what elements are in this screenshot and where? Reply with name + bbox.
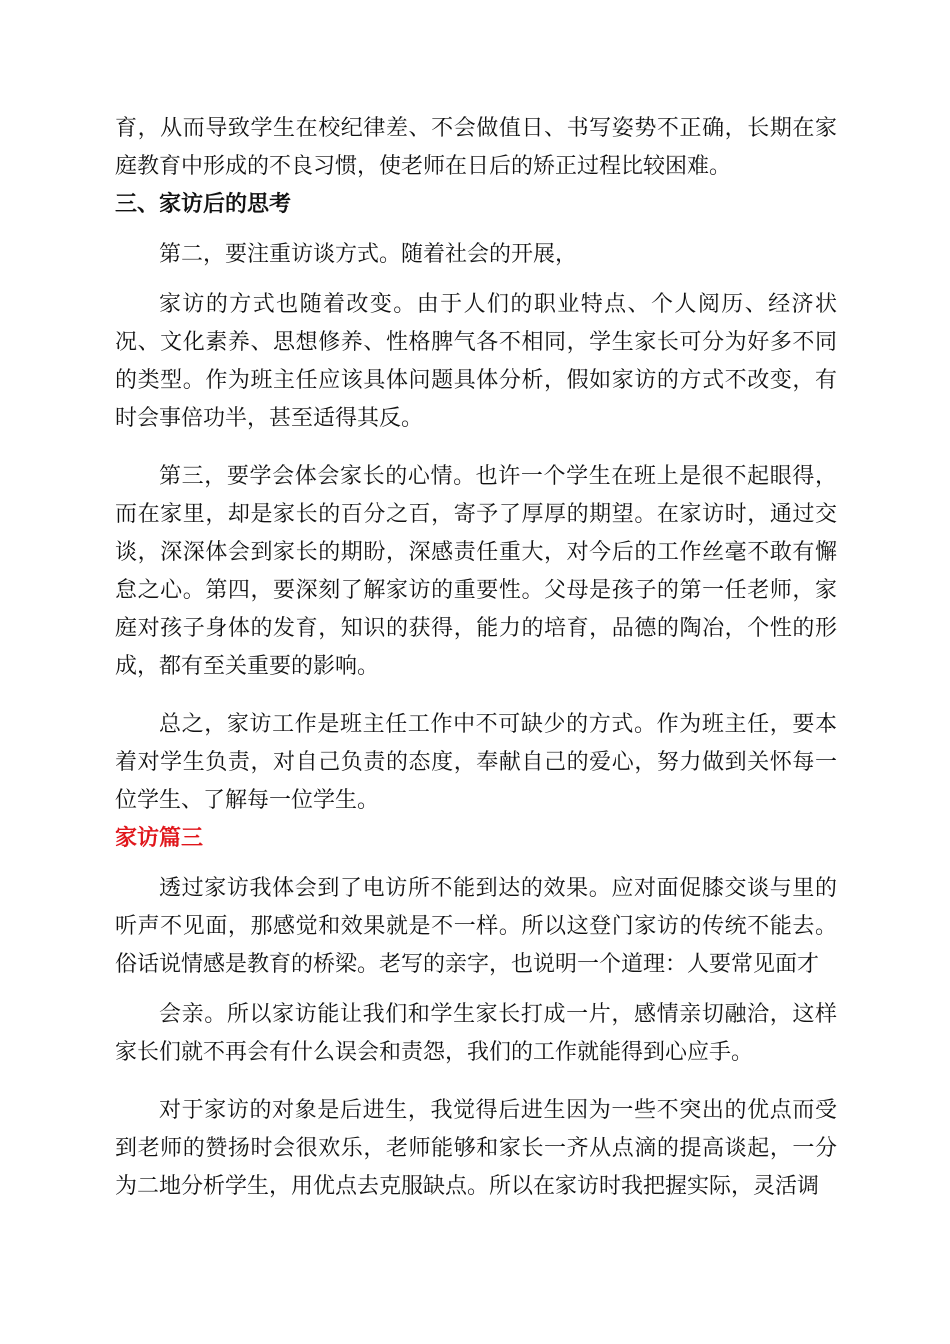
- paragraph-third-point: 第三，要学会体会家长的心情。也许一个学生在班上是很不起眼得，而在家里，却是家长的百分之百，寄予了厚厚的期望。在家访时，通过交谈，深深体会到家长的期盼，深感责任重大，对今后的工作丝毫不敢有懈怠之心。第四，要深刻了解家访的重要性。父母是孩子的第一任老师，家庭对孩子身体的发育，知识的获得，能力的培育，品德的陶冶，个性的形成，都有至关重要的影响。: [115, 464, 837, 679]
- paragraph-visit-effect: 透过家访我体会到了电访所不能到达的效果。应对面促膝交谈与里的听声不见面，那感觉和效果就是不一样。所以这登门家访的传统不能去。俗话说情感是教育的桥梁。老写的亲字，也说明一个道理：人要常见面才: [115, 876, 837, 977]
- paragraph-struggling-students: 对于家访的对象是后进生，我觉得后进生因为一些不突出的优点而受到老师的赞扬时会很欢乐，老师能够和家长一齐从点滴的提高谈起，一分为二地分析学生，用优点去克服缺点。所以在家访时我把握实际，灵活调: [115, 1098, 837, 1199]
- paragraph-conclusion: 总之，家访工作是班主任工作中不可缺少的方式。作为班主任，要本着对学生负责，对自己负责的态度，奉献自己的爱心，努力做到关怀每一位学生、了解每一位学生。: [115, 712, 837, 813]
- paragraph-visit-methods: 家访的方式也随着改变。由于人们的职业特点、个人阅历、经济状况、文化素养、思想修养、性格脾气各不相同，学生家长可分为好多不同的类型。作为班主任应该具体问题具体分析，假如家访的方式不改变，有时会事倍功半，甚至适得其反。: [115, 292, 837, 431]
- paragraph-continued: 育，从而导致学生在校纪律差、不会做值日、书写姿势不正确，长期在家庭教育中形成的不良习惯，使老师在日后的矫正过程比较困难。: [115, 116, 837, 179]
- section-heading-reflection: 三、家访后的思考: [115, 192, 292, 217]
- paragraph-second-point: 第二，要注重访谈方式。随着社会的开展，: [159, 242, 578, 267]
- section-title-part-three: 家访篇三: [115, 826, 204, 851]
- paragraph-closer-relations: 会亲。所以家访能让我们和学生家长打成一片，感情亲切融洽，这样家长们就不再会有什么误会和责怨，我们的工作就能得到心应手。: [115, 1002, 837, 1065]
- document-page: [115, 110, 837, 1206]
